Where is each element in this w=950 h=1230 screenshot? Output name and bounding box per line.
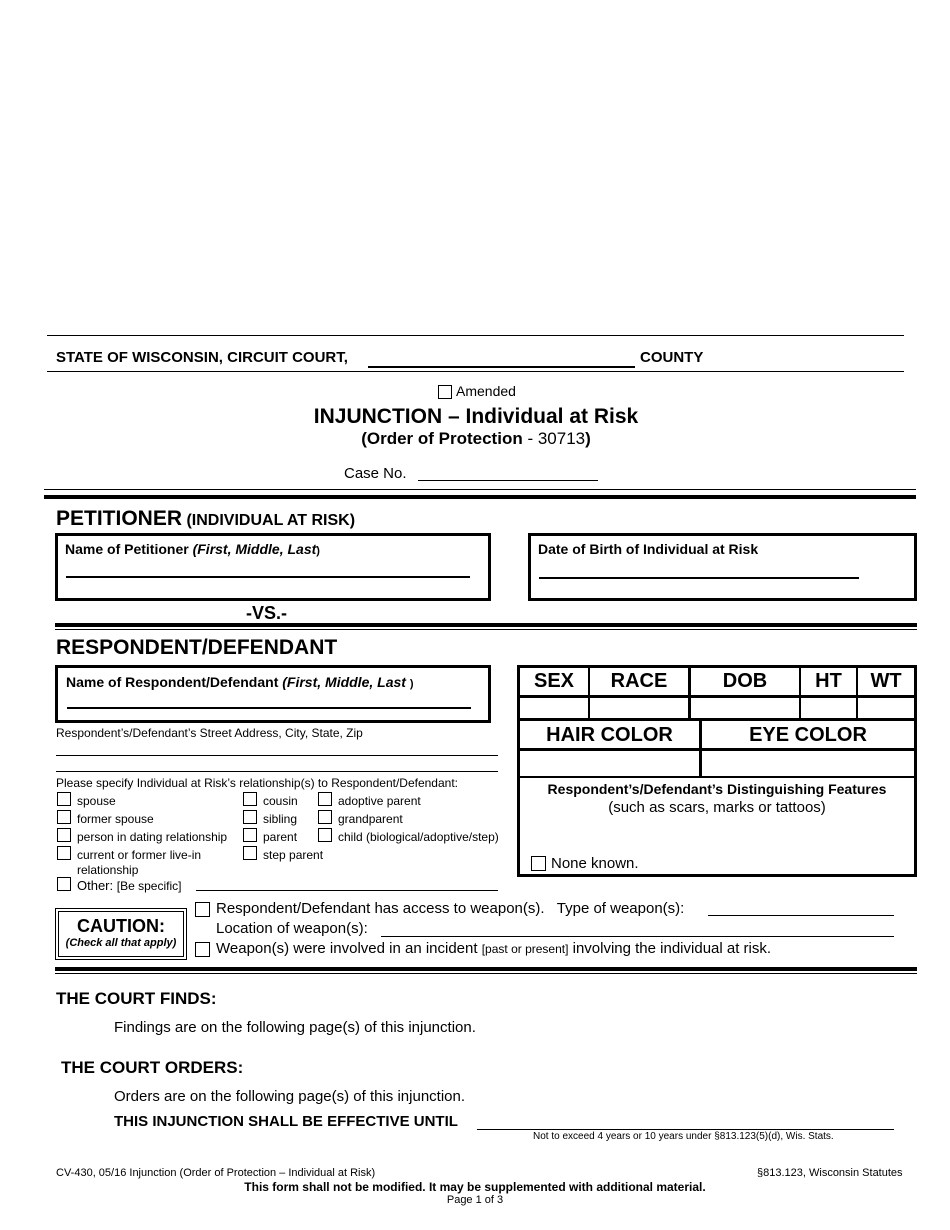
relationship-child-checkbox[interactable] — [318, 828, 332, 842]
relationship-sibling-label: sibling — [263, 812, 298, 826]
weapon-incident-text-b: [past or present] — [481, 942, 569, 956]
respondent-name-text: Name of Respondent/Defendant — [66, 674, 279, 690]
weapon-location-field[interactable] — [381, 936, 894, 937]
section-rule-thick — [55, 623, 917, 627]
relationship-other-label — [77, 878, 181, 893]
top-rule — [47, 335, 904, 336]
petitioner-name-label — [65, 541, 320, 557]
dob-header: DOB — [722, 670, 768, 692]
other-label-hint: [Be specific] — [116, 879, 182, 893]
relationship-cousin-checkbox[interactable] — [243, 792, 257, 806]
caution-title: CAUTION: — [77, 916, 165, 936]
relationship-step-parent-label: step parent — [263, 848, 324, 862]
relationship-grandparent-label: grandparent — [338, 812, 403, 826]
weapon-access-label: Respondent/Defendant has access to weapon(s). Type of weapon(s): — [216, 900, 685, 917]
weapon-incident-text-a: Weapon(s) were involved in an incident — [216, 940, 478, 957]
respondent-address-label: Respondent’s/Defendant’s Street Address, City, State, Zip — [56, 726, 363, 740]
court-orders-text: Orders are on the following page(s) of this injunction. — [114, 1088, 466, 1105]
respondent-name-hint: (First, Middle, Last — [282, 674, 406, 690]
relationship-adoptive-parent-label: adoptive parent — [338, 794, 421, 808]
effective-limit-note: Not to exceed 4 years or 10 years under §813.123(5)(d), Wis. Stats. — [533, 1131, 834, 1142]
relationship-grandparent-checkbox[interactable] — [318, 810, 332, 824]
relationship-child-label: child (biological/adoptive/step) — [338, 830, 499, 844]
descriptor-table-row2 — [517, 721, 917, 877]
relationship-parent-label: parent — [263, 830, 298, 844]
respondent-address-field-2[interactable] — [56, 771, 498, 772]
race-value-field[interactable] — [590, 698, 688, 718]
ht-header: HT — [815, 670, 842, 692]
relationship-adoptive-parent-checkbox[interactable] — [318, 792, 332, 806]
features-top-divider — [520, 776, 914, 778]
amended-checkbox[interactable] — [438, 385, 452, 399]
hair-color-field[interactable] — [520, 751, 699, 776]
caution-rule-thick — [55, 967, 917, 971]
county-label: COUNTY — [640, 349, 704, 366]
page-number: Page 1 of 3 — [446, 1194, 504, 1206]
header-rule — [47, 371, 904, 372]
weapon-incident-text-c: involving the individual at risk. — [572, 940, 772, 957]
weapon-location-label: Location of weapon(s): — [216, 920, 368, 937]
petitioner-name-field[interactable] — [66, 576, 470, 578]
none-known-checkbox[interactable] — [531, 856, 546, 871]
court-orders-heading: THE COURT ORDERS: — [61, 1058, 244, 1077]
caution-rule-thin — [55, 973, 917, 974]
state-court-label: STATE OF WISCONSIN, CIRCUIT COURT, — [56, 349, 348, 366]
caution-subtitle: (Check all that apply) — [65, 937, 177, 949]
amended-label: Amended — [456, 383, 516, 399]
dob-box — [528, 533, 917, 601]
county-name-field[interactable] — [368, 366, 635, 368]
descriptor-table-row1 — [517, 665, 917, 721]
other-label-text: Other: — [77, 878, 114, 893]
case-number-label: Case No. — [344, 465, 407, 482]
respondent-heading: RESPONDENT/DEFENDANT — [56, 636, 338, 659]
subtitle-code: - 30713 — [527, 429, 586, 448]
court-finds-heading: THE COURT FINDS: — [56, 989, 217, 1008]
petitioner-subtitle: (INDIVIDUAL AT RISK) — [186, 512, 356, 529]
petitioner-title: PETITIONER — [56, 507, 183, 530]
respondent-name-label — [66, 674, 414, 690]
versus-label: -VS.- — [246, 603, 288, 623]
relationship-prompt: Please specify Individual at Risk’s relationship(s) to Respondent/Defendant: — [56, 776, 458, 790]
statute-reference: §813.123, Wisconsin Statutes — [757, 1167, 903, 1179]
petitioner-name-hint: (First, Middle, Last — [192, 541, 317, 557]
respondent-address-field-1[interactable] — [56, 755, 498, 756]
wt-header: WT — [870, 670, 902, 692]
relationship-cousin-label: cousin — [263, 794, 298, 808]
relationship-dating-checkbox[interactable] — [57, 828, 71, 842]
case-number-field[interactable] — [418, 480, 598, 481]
relationship-parent-checkbox[interactable] — [243, 828, 257, 842]
relationship-spouse-checkbox[interactable] — [57, 792, 71, 806]
petitioner-name-text: Name of Petitioner — [65, 541, 189, 557]
relationship-spouse-label: spouse — [77, 794, 116, 808]
relationship-other-field[interactable] — [196, 890, 498, 891]
weapon-type-field[interactable] — [708, 915, 894, 916]
dob-field[interactable] — [539, 577, 859, 579]
relationship-live-in-label-2: relationship — [77, 863, 139, 877]
modification-notice: This form shall not be modified. It may be supplemented with additional material. — [244, 1180, 706, 1194]
race-header: RACE — [610, 670, 668, 692]
court-finds-text: Findings are on the following page(s) of this injunction. — [114, 1019, 476, 1036]
section-rule-thin — [55, 629, 917, 630]
dob-value-field[interactable] — [691, 698, 799, 718]
relationship-sibling-checkbox[interactable] — [243, 810, 257, 824]
relationship-live-in-checkbox[interactable] — [57, 846, 71, 860]
section-double-rule-1 — [44, 489, 916, 490]
ht-value-field[interactable] — [801, 698, 856, 718]
subtitle-close: ) — [585, 429, 591, 448]
section-double-rule-2 — [44, 495, 916, 499]
relationship-step-parent-checkbox[interactable] — [243, 846, 257, 860]
eye-color-header: EYE COLOR — [749, 724, 867, 746]
respondent-name-field[interactable] — [67, 707, 471, 709]
relationship-other-checkbox[interactable] — [57, 877, 71, 891]
sex-header: SEX — [533, 670, 575, 692]
relationship-live-in-label: current or former live-in — [77, 848, 202, 862]
weapon-incident-checkbox[interactable] — [195, 942, 210, 957]
wt-value-field[interactable] — [858, 698, 914, 718]
petitioner-name-hint-close: ) — [316, 545, 320, 557]
petitioner-heading — [56, 507, 355, 531]
form-id: CV-430, 05/16 Injunction (Order of Protection – Individual at Risk) — [56, 1167, 376, 1179]
dob-label: Date of Birth of Individual at Risk — [538, 541, 759, 557]
relationship-former-spouse-label: former spouse — [77, 812, 154, 826]
relationship-dating-label: person in dating relationship — [77, 830, 228, 844]
effective-until-field[interactable] — [477, 1129, 894, 1130]
weapon-incident-label — [216, 940, 771, 957]
subtitle-text: (Order of Protection — [361, 429, 523, 448]
form-title: INJUNCTION – Individual at Risk — [313, 405, 639, 428]
sex-value-field[interactable] — [520, 698, 588, 718]
form-subtitle — [0, 429, 950, 449]
none-known-label: None known. — [551, 855, 639, 872]
features-title: Respondent’s/Defendant’s Distinguishing Features — [547, 781, 887, 797]
features-hint: (such as scars, marks or tattoos) — [608, 799, 826, 816]
petitioner-name-box — [55, 533, 491, 601]
weapon-access-checkbox[interactable] — [195, 902, 210, 917]
eye-color-field[interactable] — [702, 751, 914, 776]
respondent-name-box — [55, 665, 491, 723]
effective-until-label: THIS INJUNCTION SHALL BE EFFECTIVE UNTIL — [114, 1113, 458, 1130]
hair-color-header: HAIR COLOR — [546, 724, 673, 746]
relationship-former-spouse-checkbox[interactable] — [57, 810, 71, 824]
respondent-name-hint-close: ) — [409, 678, 414, 690]
